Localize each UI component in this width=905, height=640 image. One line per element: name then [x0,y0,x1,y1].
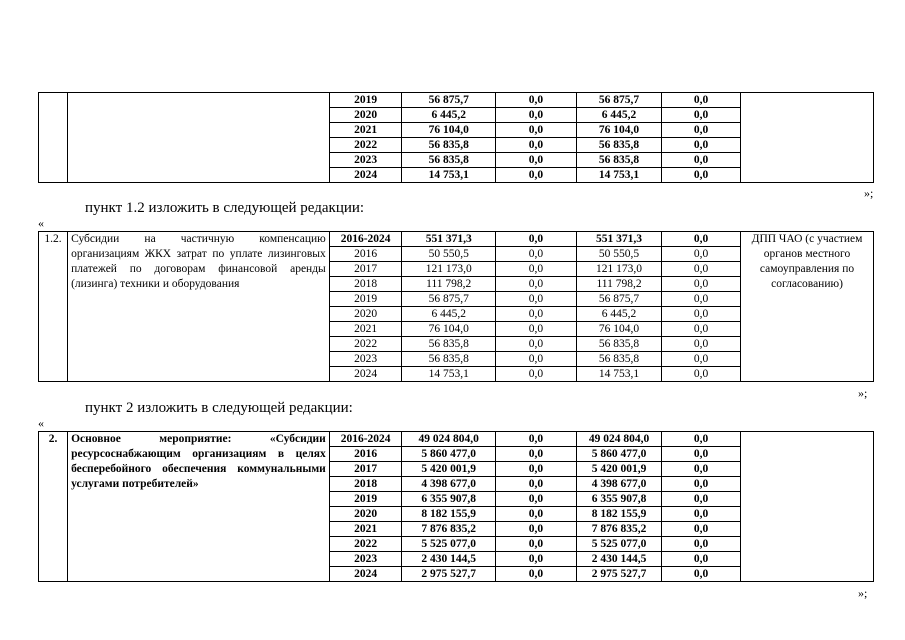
open-quote: « [38,416,44,430]
other-cell: 0,0 [662,447,741,462]
table-item-2 [38,431,874,582]
total-cell: 5 420 001,9 [402,462,495,477]
year-cell: 2021 [329,123,402,138]
total-cell: 7 876 835,2 [402,522,495,537]
year-cell: 2022 [329,138,402,153]
close-quote: »; [858,586,868,600]
year-cell: 2016 [329,447,402,462]
total-cell: 6 445,2 [402,108,495,123]
regional-cell: 7 876 835,2 [576,522,661,537]
total-cell: 56 835,8 [402,352,495,367]
table-row [39,93,874,108]
total-cell: 56 835,8 [402,138,495,153]
regional-cell: 2 975 527,7 [576,567,661,582]
open-quote: « [38,216,44,230]
other-cell: 0,0 [662,492,741,507]
year-cell: 2018 [329,477,402,492]
other-cell: 0,0 [662,477,741,492]
year-cell: 2019 [329,292,402,307]
total-cell: 551 371,3 [402,232,495,247]
regional-cell: 56 875,7 [576,93,661,108]
regional-cell: 14 753,1 [576,367,661,382]
other-cell: 0,0 [662,123,741,138]
other-cell: 0,0 [662,537,741,552]
other-cell: 0,0 [662,262,741,277]
budget-cell: 0,0 [495,492,576,507]
budget-cell: 0,0 [495,277,576,292]
item-description: Основное мероприятие: «Субсидии ресурсоснабжающим организациям в целях бесперебойного обеспечения коммунальными услугами потребителей» [68,432,330,582]
total-cell: 76 104,0 [402,322,495,337]
item-number: 2. [39,432,68,582]
other-cell: 0,0 [662,367,741,382]
budget-cell: 0,0 [495,337,576,352]
regional-cell: 56 835,8 [576,138,661,153]
total-cell: 6 445,2 [402,307,495,322]
other-cell: 0,0 [662,168,741,183]
total-cell: 49 024 804,0 [402,432,495,447]
regional-cell: 6 445,2 [576,108,661,123]
table-item-1-2 [38,231,874,382]
other-cell: 0,0 [662,462,741,477]
budget-cell: 0,0 [495,138,576,153]
total-cell: 121 173,0 [402,262,495,277]
budget-cell: 0,0 [495,507,576,522]
total-cell: 6 355 907,8 [402,492,495,507]
year-cell: 2020 [329,307,402,322]
year-cell: 2020 [329,507,402,522]
regional-cell: 2 430 144,5 [576,552,661,567]
other-cell: 0,0 [662,352,741,367]
year-cell: 2016-2024 [329,432,402,447]
other-cell: 0,0 [662,307,741,322]
budget-cell: 0,0 [495,292,576,307]
total-cell: 2 430 144,5 [402,552,495,567]
responsible-executor [741,432,874,582]
total-cell: 56 835,8 [402,153,495,168]
section-heading: пункт 1.2 изложить в следующей редакции: [85,200,365,216]
regional-cell: 551 371,3 [576,232,661,247]
regional-cell: 5 860 477,0 [576,447,661,462]
year-cell: 2019 [329,93,402,108]
year-cell: 2016 [329,247,402,262]
year-cell: 2018 [329,277,402,292]
year-cell: 2023 [329,352,402,367]
budget-cell: 0,0 [495,477,576,492]
other-cell: 0,0 [662,507,741,522]
responsible-executor [741,93,874,183]
regional-cell: 56 835,8 [576,153,661,168]
budget-cell: 0,0 [495,322,576,337]
other-cell: 0,0 [662,247,741,262]
other-cell: 0,0 [662,108,741,123]
table-row [39,232,874,247]
total-cell: 5 860 477,0 [402,447,495,462]
regional-cell: 14 753,1 [576,168,661,183]
regional-cell: 50 550,5 [576,247,661,262]
regional-cell: 5 420 001,9 [576,462,661,477]
year-cell: 2024 [329,168,402,183]
table-row [39,432,874,447]
budget-cell: 0,0 [495,432,576,447]
table-body [39,232,874,382]
total-cell: 56 835,8 [402,337,495,352]
budget-cell: 0,0 [495,123,576,138]
budget-cell: 0,0 [495,307,576,322]
table-body [39,93,874,183]
close-quote: »; [858,386,868,400]
other-cell: 0,0 [662,138,741,153]
budget-cell: 0,0 [495,262,576,277]
total-cell: 4 398 677,0 [402,477,495,492]
year-cell: 2022 [329,537,402,552]
budget-cell: 0,0 [495,522,576,537]
year-cell: 2017 [329,262,402,277]
budget-cell: 0,0 [495,447,576,462]
regional-cell: 6 355 907,8 [576,492,661,507]
regional-cell: 56 835,8 [576,352,661,367]
total-cell: 76 104,0 [402,123,495,138]
regional-cell: 56 875,7 [576,292,661,307]
table-continuation [38,92,874,183]
year-cell: 2024 [329,367,402,382]
budget-cell: 0,0 [495,93,576,108]
item-description: Субсидии на частичную компенсацию организациям ЖКХ затрат по уплате лизинговых платежей по договорам финансовой аренды (лизинга) техники и оборудования [68,232,330,382]
regional-cell: 8 182 155,9 [576,507,661,522]
other-cell: 0,0 [662,567,741,582]
other-cell: 0,0 [662,232,741,247]
item-number [39,93,68,183]
item-number: 1.2. [39,232,68,382]
total-cell: 14 753,1 [402,168,495,183]
regional-cell: 4 398 677,0 [576,477,661,492]
regional-cell: 76 104,0 [576,322,661,337]
year-cell: 2016-2024 [329,232,402,247]
budget-cell: 0,0 [495,232,576,247]
total-cell: 2 975 527,7 [402,567,495,582]
year-cell: 2022 [329,337,402,352]
budget-cell: 0,0 [495,168,576,183]
total-cell: 8 182 155,9 [402,507,495,522]
total-cell: 111 798,2 [402,277,495,292]
other-cell: 0,0 [662,277,741,292]
year-cell: 2023 [329,552,402,567]
year-cell: 2019 [329,492,402,507]
total-cell: 50 550,5 [402,247,495,262]
other-cell: 0,0 [662,522,741,537]
year-cell: 2023 [329,153,402,168]
regional-cell: 56 835,8 [576,337,661,352]
responsible-executor: ДПП ЧАО (с участием органов местного самоуправления по согласованию) [741,232,874,382]
other-cell: 0,0 [662,552,741,567]
year-cell: 2017 [329,462,402,477]
total-cell: 56 875,7 [402,292,495,307]
budget-cell: 0,0 [495,537,576,552]
other-cell: 0,0 [662,93,741,108]
table-body [39,432,874,582]
other-cell: 0,0 [662,337,741,352]
budget-cell: 0,0 [495,367,576,382]
regional-cell: 111 798,2 [576,277,661,292]
other-cell: 0,0 [662,432,741,447]
budget-cell: 0,0 [495,247,576,262]
total-cell: 5 525 077,0 [402,537,495,552]
budget-cell: 0,0 [495,552,576,567]
regional-cell: 5 525 077,0 [576,537,661,552]
other-cell: 0,0 [662,292,741,307]
total-cell: 14 753,1 [402,367,495,382]
budget-cell: 0,0 [495,567,576,582]
total-cell: 56 875,7 [402,93,495,108]
other-cell: 0,0 [662,153,741,168]
item-description [68,93,330,183]
regional-cell: 76 104,0 [576,123,661,138]
year-cell: 2021 [329,322,402,337]
budget-cell: 0,0 [495,462,576,477]
section-heading: пункт 2 изложить в следующей редакции: [85,400,353,416]
budget-cell: 0,0 [495,352,576,367]
year-cell: 2024 [329,567,402,582]
year-cell: 2021 [329,522,402,537]
regional-cell: 49 024 804,0 [576,432,661,447]
other-cell: 0,0 [662,322,741,337]
regional-cell: 6 445,2 [576,307,661,322]
close-quote: »; [864,186,874,200]
regional-cell: 121 173,0 [576,262,661,277]
year-cell: 2020 [329,108,402,123]
budget-cell: 0,0 [495,108,576,123]
budget-cell: 0,0 [495,153,576,168]
